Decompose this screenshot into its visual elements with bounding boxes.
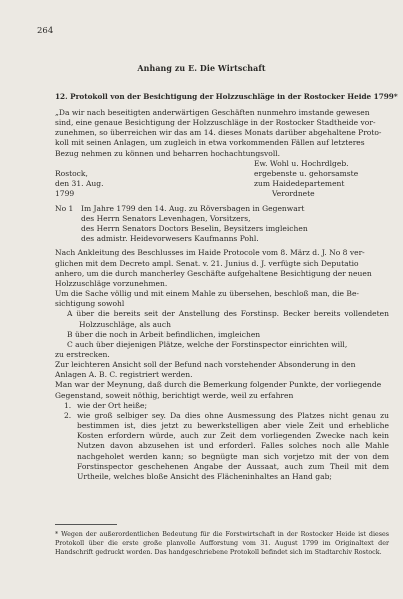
text-line: glichen mit dem Decreto ampl. Senat. v. 21. Junius d. J. verfügte sich Deputatio (55, 258, 359, 268)
protocol-line: Im Jahre 1799 den 14. Aug. zu Röversbagen in Gegenwart (81, 203, 305, 213)
protocol-header (55, 204, 389, 245)
text-line: Nach Ankleitung des Beschlusses im Haide Protocole vom 8. März d. J. No 8 ver- (55, 248, 365, 258)
list-text: wie groß selbiger sey. Da dies ohne Ausmessung des Platzes nicht genau zu bestimmen ist, dies jetzt zu bewerkstelligen aber viele Zeit und erhebliche Kosten erfordern würde, auch zur Zeit dem vorliegenden Zwecke nach kein Nutzen davon abzusehen ist und erforderl. Falles solches noch alle Mahle nachgeholet werden kann; so begnügte man sich vorjetzo mit der von dem Forstinspector geschehenen Angabe der Aussaat, auch zum Theil mit dem Urtheile, welches bloße Ansicht des Flächeninhaltes an Hand gab; (77, 410, 389, 481)
protocol-number: No 1 (55, 203, 74, 213)
document-body (55, 108, 389, 482)
text-line: Holzzuschläge vorzunehmen. (55, 278, 168, 288)
paragraph-instruction (55, 248, 389, 289)
list-item (55, 411, 389, 482)
appendix-heading: Anhang zu E. Die Wirtschaft (137, 64, 266, 73)
abc-list (55, 309, 389, 350)
list-text: wie der Ort heiße; (77, 400, 148, 410)
protocol-line: des Herrn Senators Levenhagen, Vorsitzers, (81, 213, 251, 223)
date-line: den 31. Aug. (55, 178, 104, 188)
signature-right (254, 159, 358, 200)
intro-line: Bezug nehmen zu können und beharren hochachtungsvoll. (55, 148, 281, 158)
text-line: sichtigung sowohl (55, 299, 125, 309)
section-heading: 12. Protokoll von der Besichtigung der Holzzuschläge in der Rostocker Heide 1799* (55, 92, 398, 101)
signature-line: ergebenste u. gehorsamste (254, 168, 359, 178)
numbered-list (55, 401, 389, 482)
signature-line: zum Haidedepartement (254, 179, 345, 189)
list-number: 1. (64, 400, 72, 410)
text-line: anhero, um die durch mancherley Geschäfte aufgehaltene Besichtigung der neuen (55, 268, 372, 278)
list-item (55, 401, 389, 411)
signature-line: Ew. Wohl u. Hochrdlgeb. (254, 158, 349, 168)
text-line: Anlagen A. B. C. registriert werden. (55, 370, 193, 380)
signature-block (55, 159, 389, 200)
text-line: Man war der Meynung, daß durch die Bemerkung folgender Punkte, der vorliegende (55, 380, 382, 390)
text-line: zu erstrecken. (55, 349, 110, 359)
list-item: A über die bereits seit der Anstellung des Forstinsp. Becker bereits vollendeten Holzzuschläge, als auch (67, 309, 389, 329)
signature-line: Verordnete (272, 189, 315, 199)
list-item: B über die noch in Arbeit befindlichen, imgleichen (67, 329, 261, 339)
intro-line: zunehmen, so überreichen wir das am 14. dieses Monats darüber abgehaltene Proto- (55, 128, 382, 138)
text-line: Zur leichteren Ansicht soll der Befund nach vorstehender Absonderung in den (55, 360, 356, 370)
place-line: Rostock, (55, 168, 88, 178)
text-line: Um die Sache völlig und mit einem Mahle zu übersehen, beschloß man, die Be- (55, 289, 359, 299)
list-number: 2. (64, 410, 72, 420)
list-item: C auch über diejenigen Plätze, welche der Forstinspector einrichten will, (67, 339, 348, 349)
paragraph-decision (55, 289, 389, 309)
signature-left (55, 169, 104, 199)
page-number: 264 (37, 26, 54, 36)
footnote: * Wegen der außerordentlichen Bedeutung für die Forstwirtschaft in der Rostocker Heide ist dieses Protokoll über die erste große planvolle Aufforstung vom 31. August 1799 im Originaltext der Handschrift gedruckt worden. Das handgeschriebene Protokoll befindet sich im Stadtarchiv Rostock. (55, 531, 389, 556)
intro-line: „Da wir nach beseitigten anderwärtigen Geschäften nunmehro imstande gewesen (55, 108, 370, 117)
footnote-divider (55, 524, 117, 525)
protocol-line: des Herrn Senators Doctors Beselin, Beysitzers imgleichen (81, 224, 308, 234)
protocol-line: des admistr. Heidevorwesers Kaufmanns Pohl. (81, 234, 259, 244)
intro-paragraph (55, 108, 389, 159)
paragraph-registration (55, 360, 389, 380)
paragraph-opinion (55, 380, 389, 400)
intro-line: sind, eine genaue Besichtigung der Holzzuschläge in der Rostocker Stadtheide vor- (55, 118, 376, 128)
intro-line: koll mit seinen Anlagen, um zugleich in etwa vorkommenden Fällen auf letzteres (55, 138, 365, 148)
year-line: 1799 (55, 189, 75, 199)
text-line: Gegenstand, soweit nöthig, berichtigt werde, weil zu erfahren (55, 390, 294, 400)
